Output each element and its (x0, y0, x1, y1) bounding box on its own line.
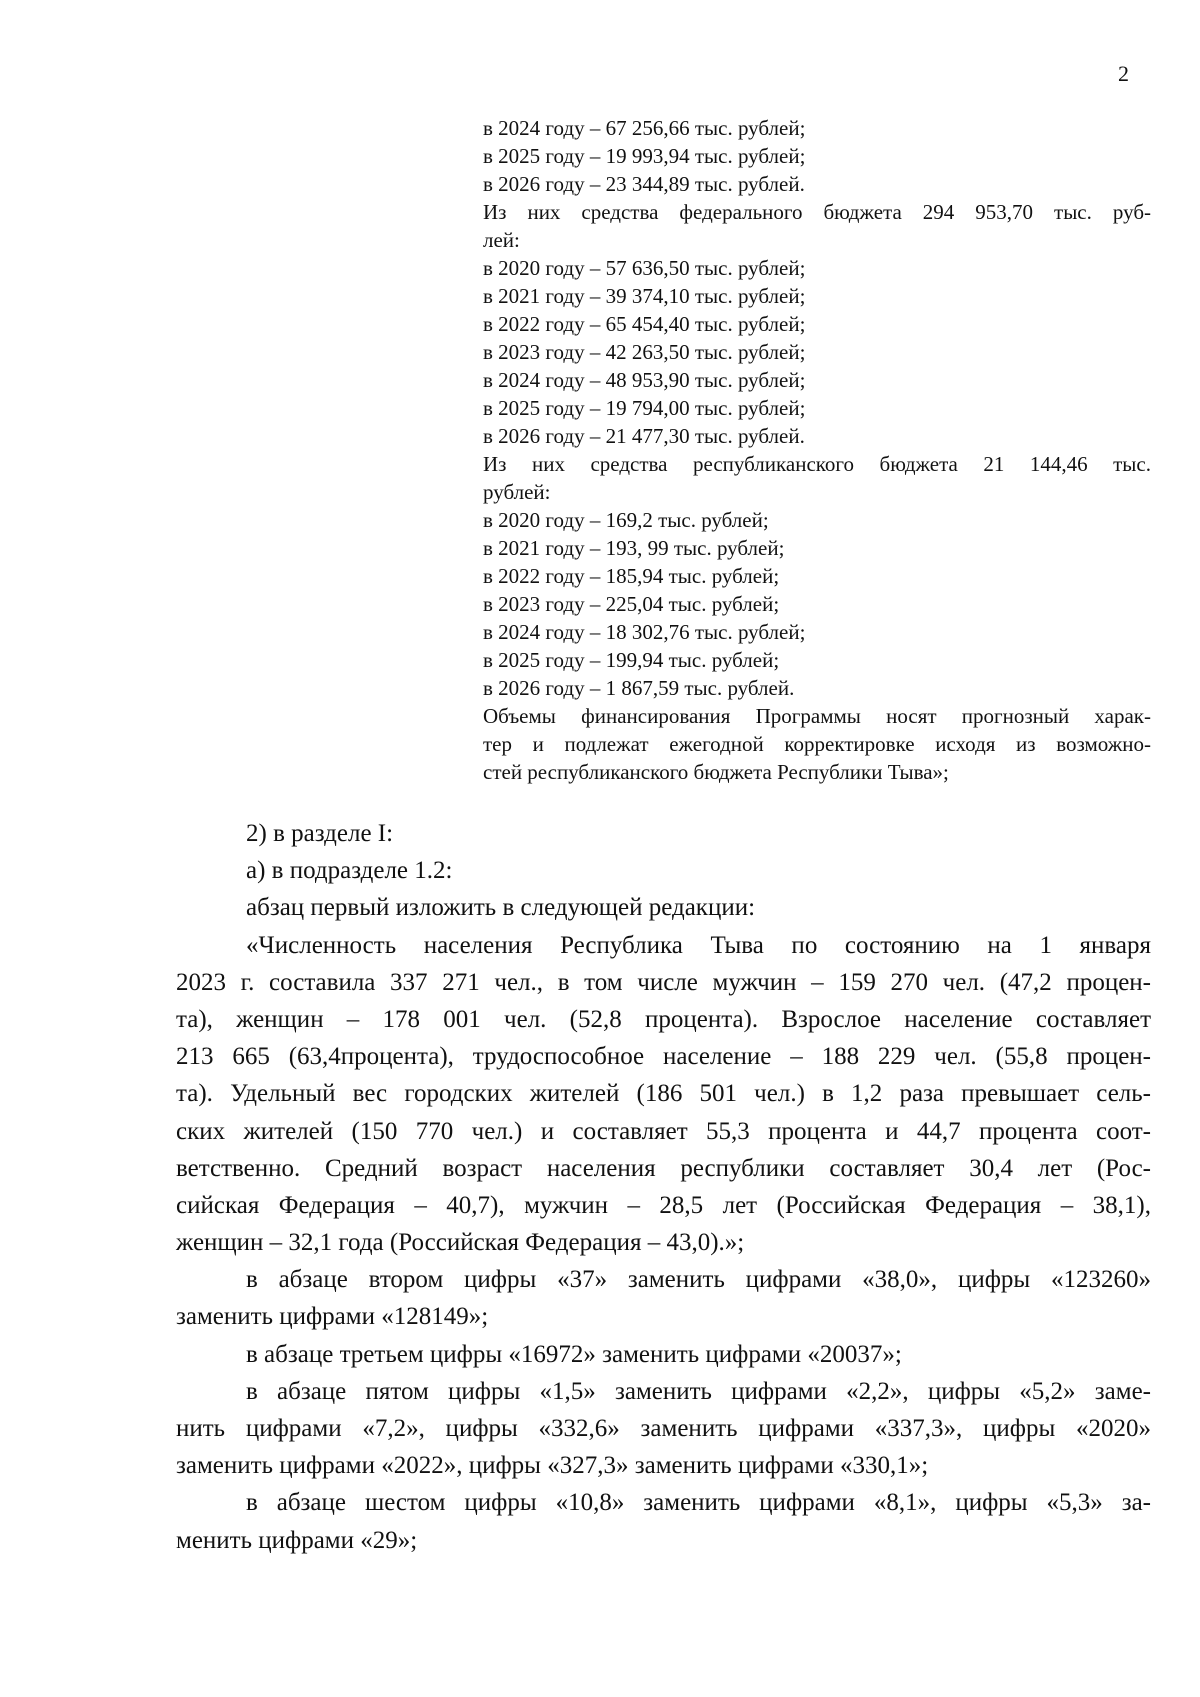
amendment-line: в абзаце втором цифры «37» заменить цифрами «38,0», цифры «123260» (246, 1266, 1151, 1294)
republican-funding-line: в 2022 году – 185,94 тыс. рублей; (483, 564, 780, 588)
funding-note-line: Объемы финансирования Программы носят прогнозный харак- (483, 704, 1151, 728)
federal-funding-line: в 2021 году – 39 374,10 тыс. рублей; (483, 284, 806, 308)
amendment-line: заменить цифрами «128149»; (176, 1303, 489, 1331)
amendment-line: в абзаце третьем цифры «16972» заменить цифрами «20037»; (246, 1340, 902, 1368)
amendment-line: нить цифрами «7,2», цифры «332,6» заменить цифрами «337,3», цифры «2020» (176, 1415, 1151, 1442)
republican-funding-line: в 2023 году – 225,04 тыс. рублей; (483, 592, 780, 616)
republican-budget-heading-end: рублей: (483, 480, 551, 504)
quoted-paragraph-line: ских жителей (150 770 чел.) и составляет 55,3 процента и 44,7 процента соот- (176, 1117, 1151, 1145)
federal-budget-heading: Из них средства федерального бюджета 294 953,70 тыс. руб- (483, 200, 1151, 224)
main-body-text (176, 815, 1151, 1559)
quoted-paragraph-line: 2023 г. составила 337 271 чел., в том числе мужчин – 159 270 чел. (47,2 процен- (176, 968, 1151, 996)
republican-funding-line: в 2026 году – 1 867,59 тыс. рублей. (483, 676, 795, 700)
amendment-line: в абзаце пятом цифры «1,5» заменить цифрами «2,2», цифры «5,2» заме- (246, 1377, 1151, 1405)
republican-funding-line: в 2025 году – 199,94 тыс. рублей; (483, 648, 780, 672)
federal-funding-line: в 2020 году – 57 636,50 тыс. рублей; (483, 256, 806, 280)
federal-funding-line: в 2026 году – 21 477,30 тыс. рублей. (483, 424, 805, 448)
quoted-paragraph-line: женщин – 32,1 года (Российская Федерация – 43,0).»; (176, 1229, 745, 1257)
section-item: 2) в разделе I: (246, 820, 394, 847)
funding-line: в 2026 году – 23 344,89 тыс. рублей. (483, 172, 805, 196)
republican-budget-heading: Из них средства республиканского бюджета 21 144,46 тыс. (483, 452, 1151, 476)
subsection-item: а) в подразделе 1.2: (246, 857, 453, 885)
quoted-paragraph-line: сийская Федерация – 40,7), мужчин – 28,5 лет (Российская Федерация – 38,1), (176, 1191, 1151, 1219)
funding-line: в 2024 году – 67 256,66 тыс. рублей; (483, 116, 806, 140)
page-number: 2 (1118, 61, 1129, 86)
federal-funding-line: в 2023 году – 42 263,50 тыс. рублей; (483, 340, 806, 364)
funding-note-line: тер и подлежат ежегодной корректировке исходя из возможно- (483, 732, 1151, 756)
funding-line: в 2025 году – 19 993,94 тыс. рублей; (483, 144, 806, 168)
republican-funding-line: в 2020 году – 169,2 тыс. рублей; (483, 508, 769, 532)
republican-funding-line: в 2021 году – 193, 99 тыс. рублей; (483, 536, 785, 560)
republican-funding-line: в 2024 году – 18 302,76 тыс. рублей; (483, 620, 806, 644)
federal-budget-heading-end: лей: (483, 228, 520, 252)
amendment-line: менить цифрами «29»; (176, 1526, 418, 1554)
funding-details-column (483, 114, 1151, 786)
amendment-line: заменить цифрами «2022», цифры «327,3» заменить цифрами «330,1»; (176, 1452, 929, 1480)
federal-funding-line: в 2025 году – 19 794,00 тыс. рублей; (483, 396, 806, 420)
quoted-paragraph-line: «Численность населения Республика Тыва по состоянию на 1 января (246, 931, 1151, 959)
quoted-paragraph-line: ветственно. Средний возраст населения республики составляет 30,4 лет (Рос- (176, 1154, 1151, 1182)
quoted-paragraph-line: 213 665 (63,4процента), трудоспособное население – 188 229 чел. (55,8 процен- (176, 1043, 1151, 1071)
federal-funding-line: в 2022 году – 65 454,40 тыс. рублей; (483, 312, 806, 336)
quoted-paragraph-line: та), женщин – 178 001 чел. (52,8 процента). Взрослое население составляет (176, 1005, 1151, 1033)
instruction-line: абзац первый изложить в следующей редакции: (246, 894, 756, 922)
funding-note-line: стей республиканского бюджета Республики Тыва»; (483, 760, 949, 784)
federal-funding-line: в 2024 году – 48 953,90 тыс. рублей; (483, 368, 806, 392)
quoted-paragraph-line: та). Удельный вес городских жителей (186 501 чел.) в 1,2 раза превышает сель- (176, 1080, 1151, 1108)
amendment-line: в абзаце шестом цифры «10,8» заменить цифрами «8,1», цифры «5,3» за- (246, 1489, 1151, 1517)
